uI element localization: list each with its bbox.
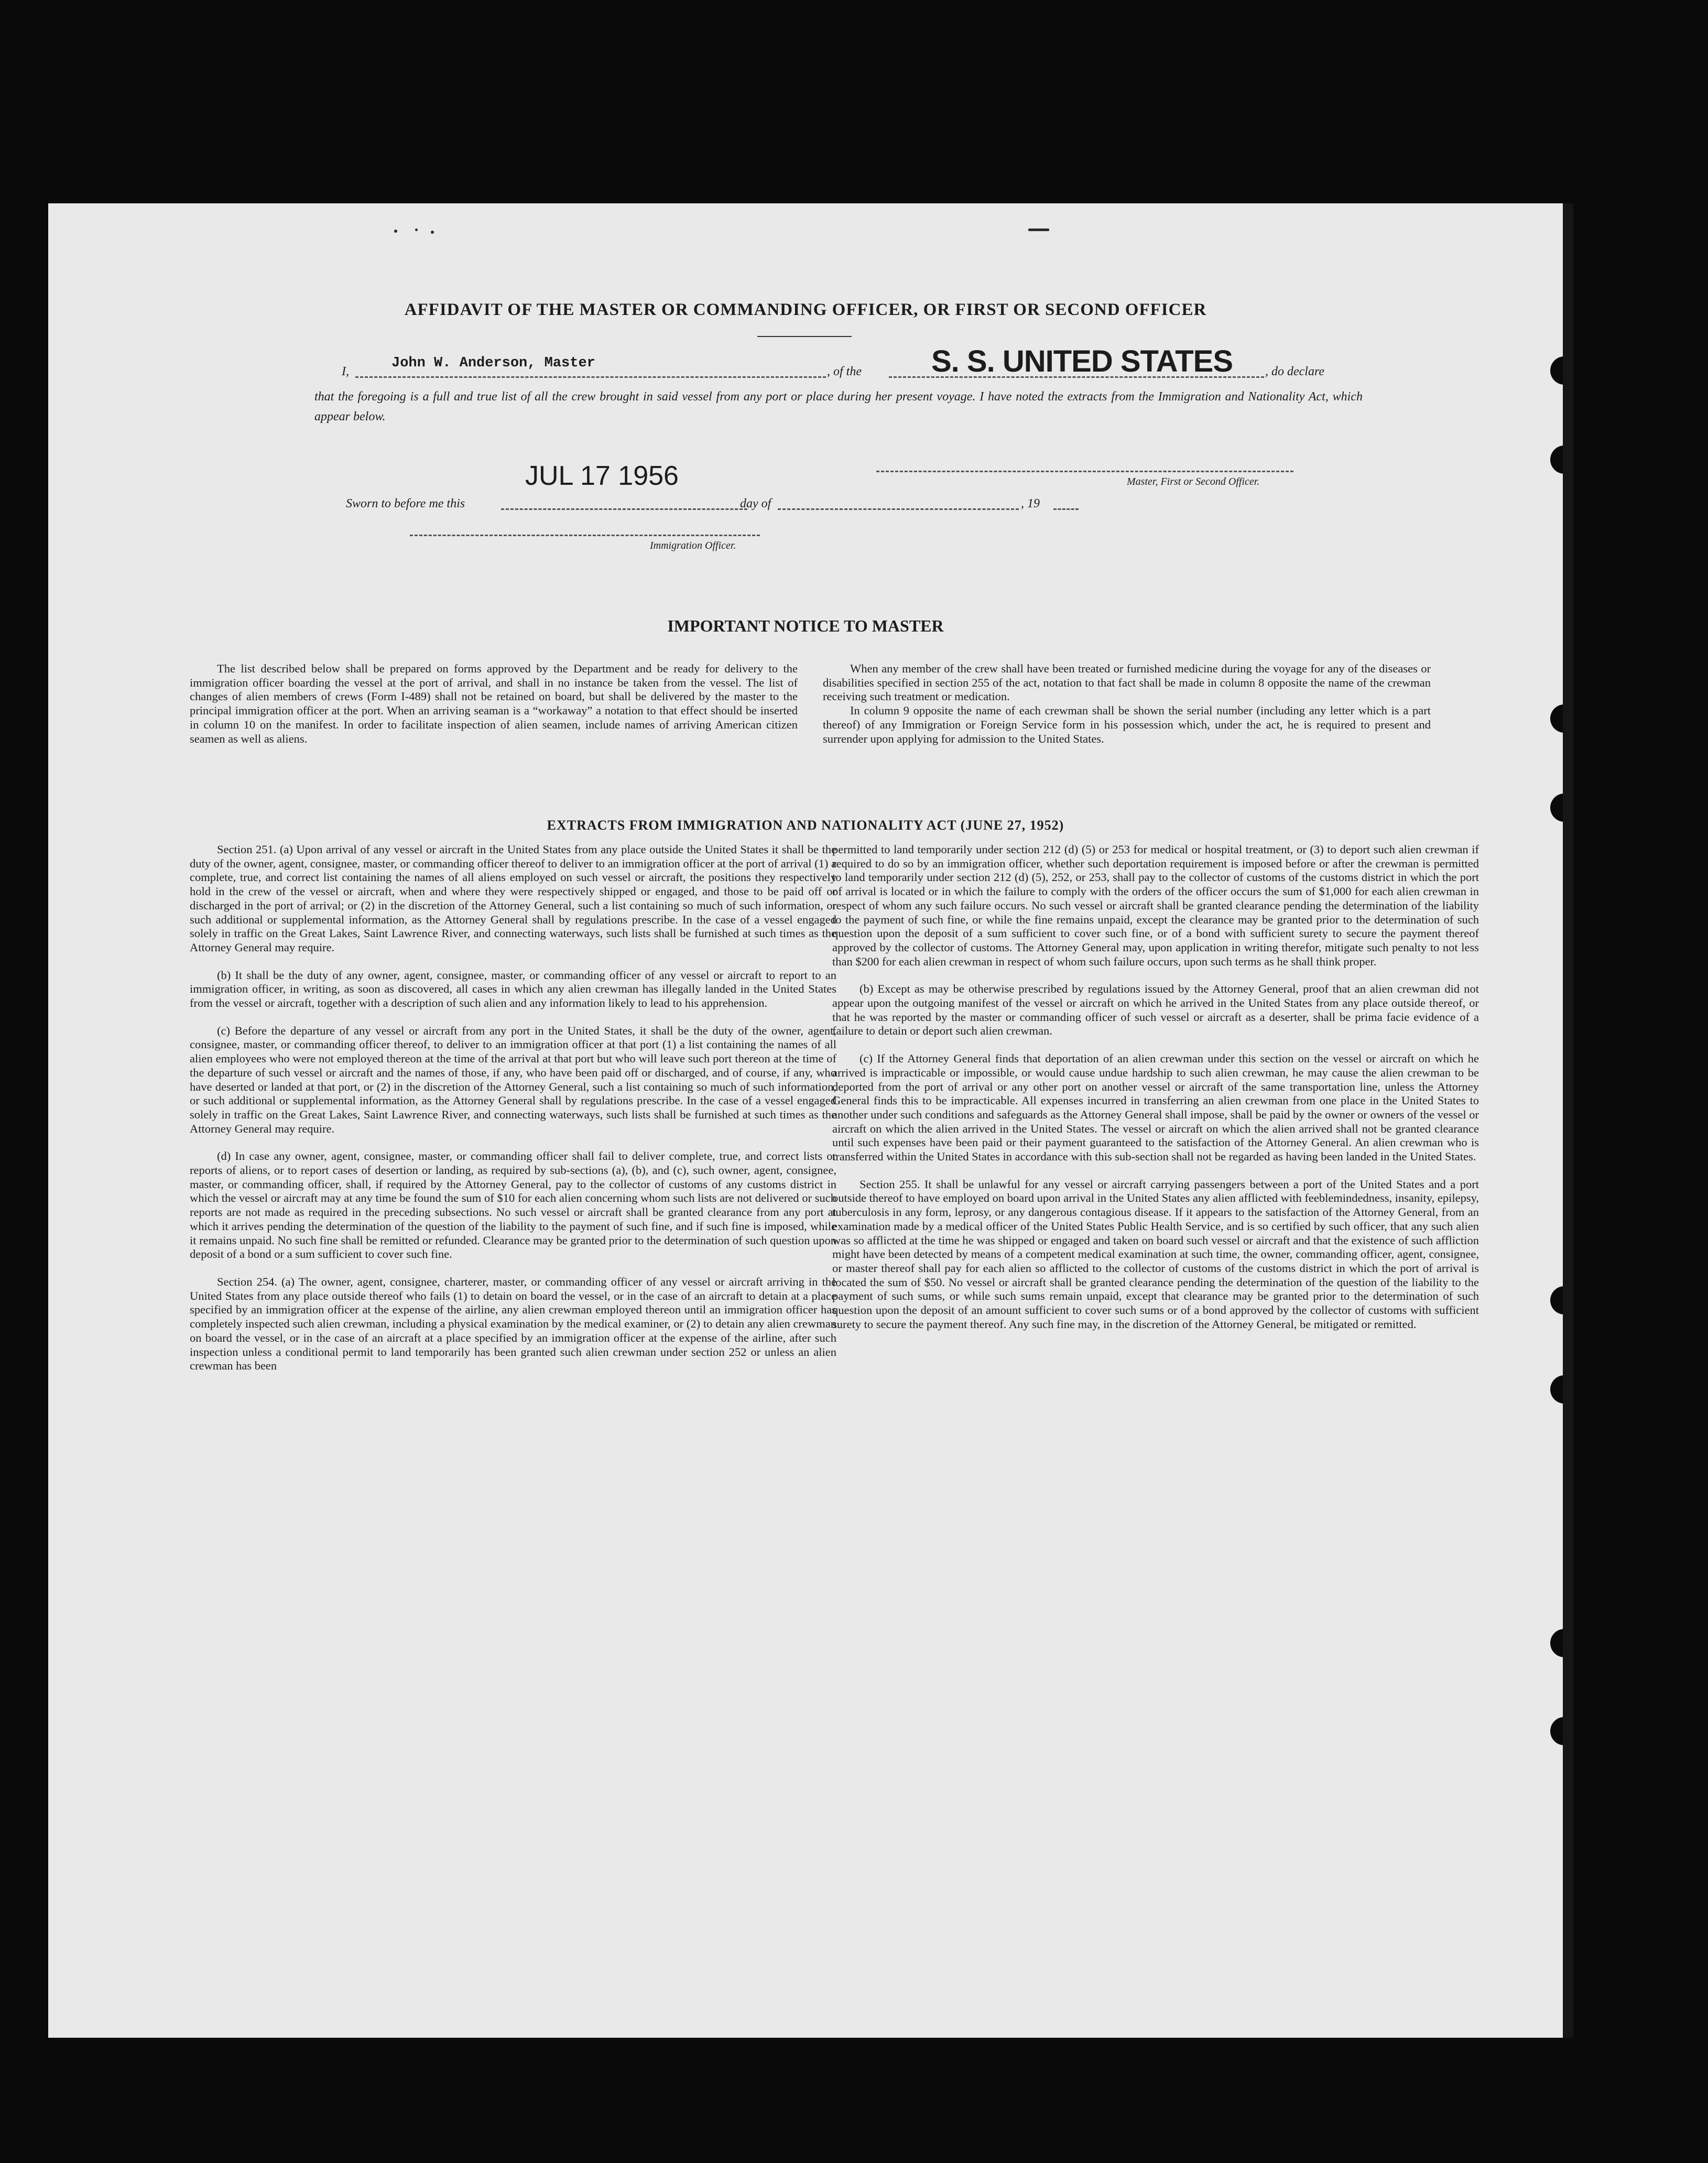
year-label: , 19 bbox=[1021, 497, 1040, 510]
sworn-year-line bbox=[1053, 508, 1079, 510]
extracts-heading: EXTRACTS FROM IMMIGRATION AND NATIONALITY ACT (JUNE 27, 1952) bbox=[547, 818, 1064, 833]
extracts-right-column bbox=[832, 843, 1479, 1332]
extract-paragraph: (c) If the Attorney General finds that deportation of an alien crewman under this section on the vessel or aircraft on which he arrived is impracticable or impossible, or would cause undue hardship to such alien crewman, he may cause the alien crewman to be deported from the port of arrival or any other port on another vessel or aircraft of the same transportation line, unless the Attorney General finds this to be impracticable. All expenses incurred in transferring an alien crewman from one place in the United States to another under such conditions and safeguards as the Attorney General shall impose, shall be paid by the owner or owners of the vessel or aircraft on which the alien arrived in the United States. The vessel or aircraft on which the alien arrived shall not be granted clearance until such expenses have been paid or their payment guaranteed to the satisfaction of the Attorney General. An alien crewman who is transferred within the United States in accordance with this sub-section shall not be regarded as having been landed in the United States. bbox=[832, 1052, 1479, 1164]
extract-paragraph: Section 251. (a) Upon arrival of any vessel or aircraft in the United States from any place outside the United States it shall be the duty of the owner, agent, consignee, master, or commanding officer thereof to deliver to an immigration officer at the port of arrival (1) a complete, true, and correct list containing the names of all aliens employed on such vessel or aircraft, the positions they respectively hold in the crew of the vessel or aircraft, when and where they were respectively shipped or engaged, and those to be paid off or discharged in the port of arrival; or (2) in the discretion of the Attorney General, such a list containing so much of such information, or such additional or supplemental information, as the Attorney General shall by regulations prescribe. In the case of a vessel engaged solely in traffic on the Great Lakes, Saint Lawrence River, and connecting waterways, such lists shall be furnished at such times as the Attorney General may require. bbox=[190, 843, 836, 954]
date-stamp: JUL 17 1956 bbox=[525, 461, 679, 491]
immigration-officer-line bbox=[410, 535, 760, 536]
do-declare-label: , do declare bbox=[1265, 365, 1325, 378]
notice-right-paragraph: When any member of the crew shall have been treated or furnished medicine during the voyage for any of the diseases or disabilities specified in section 255 of the act, notation to that fact shall be made in column 8 opposite the name of the crewman receiving such treatment or medication. bbox=[823, 662, 1431, 703]
sworn-month-line bbox=[778, 508, 1019, 510]
master-name-line bbox=[355, 376, 826, 378]
speck bbox=[415, 229, 418, 231]
sworn-label: Sworn to before me this bbox=[346, 497, 465, 510]
title-rule bbox=[757, 336, 852, 337]
vessel-name: S. S. UNITED STATES bbox=[931, 344, 1233, 378]
extract-paragraph: (d) In case any owner, agent, consignee, master, or commanding officer shall fail to deliver complete, true, and correct lists or reports of aliens, or to report cases of desertion or landing, as required by sub-sections (a), (b), and (c), such owner, agent, consignee, master, or commanding officer, shall, if required by the Attorney General, pay to the collector of customs of any customs district in which the vessel or aircraft may at any time be found the sum of $10 for each alien concerning whom such lists are not delivered or such reports are not made as required in the preceding subsections. No such vessel or aircraft shall be granted clearance from any port at which it arrives pending the determination of the question of the liability to the payment of such fine, and if such fine is imposed, while it remains unpaid. No such fine shall be remitted or refunded. Clearance may be granted prior to the determination of such question upon deposit of a bond or a sum sufficient to cover such fine. bbox=[190, 1149, 836, 1261]
notice-right-paragraph: In column 9 opposite the name of each crewman shall be shown the serial number (including any letter which is a part thereof) of any Immigration or Foreign Service form in his possession which, under the act, he is required to present and surrender upon applying for admission to the United States. bbox=[823, 704, 1431, 745]
extracts-left-column bbox=[190, 843, 836, 1373]
master-name: John W. Anderson, Master bbox=[391, 355, 595, 371]
extract-paragraph: Section 255. It shall be unlawful for any vessel or aircraft carrying passengers between a port of the United States and a port outside thereof to have employed on board upon arrival in the United States any alien afflicted with feeblemindedness, insanity, epilepsy, tuberculosis in any form, leprosy, or any dangerous contagious disease. If it appears to the satisfaction of the Attorney General, from an examination made by a medical officer of the United States Public Health Service, and is so certified by such officer, that any such alien was so afflicted at the time he was shipped or engaged and taken on board such vessel or aircraft and that the existence of such affliction might have been detected by means of a competent medical examination at such time, the owner, commanding officer, agent, consignee, or master thereof shall pay for each alien so afflicted to the collector of customs of the customs district in which the port of arrival is located the sum of $50. No vessel or aircraft shall be granted clearance pending the determination of the question of the liability to the payment of such sums, or while such sums remain unpaid, except that clearance may be granted prior to the determination of such question upon the deposit of an amount sufficient to cover such sums or of a bond approved by the collector of customs with sufficient surety to secure the payment thereof. Any such fine may, in the discretion of the Attorney General, be mitigated or remitted. bbox=[832, 1177, 1479, 1331]
notice-right-column bbox=[823, 662, 1431, 746]
extract-paragraph: (b) Except as may be otherwise prescribed by regulations issued by the Attorney General, proof that an alien crewman did not appear upon the outgoing manifest of the vessel or aircraft on which he arrived in the United States from any place outside thereof, or that he was reported by the master or commanding officer of such vessel or aircraft as a deserter, shall be prima facie evidence of a failure to detain or deport such alien crewman. bbox=[832, 982, 1479, 1038]
extract-paragraph: permitted to land temporarily under section 212 (d) (5) or 253 for medical or hospital treatment, or (3) to deport such alien crewman if required to do so by an immigration officer, whether such deportation requirement is imposed before or after the crewman is permitted to land temporarily under section 212 (d) (5), 252, or 253, shall pay to the collector of customs of the customs district in which the port of arrival is located or in which the failure to comply with the orders of the officer occurs the sum of $1,000 for each alien crewman in respect of whom any such failure occurs. No such vessel or aircraft shall be granted clearance pending the determination of the liability to the payment of such fine, or while the fine remains unpaid, except the clearance may be granted prior to the determination of such question upon the deposit of a sum sufficient to cover such fine, or of a bond with sufficient surety to secure the payment thereof approved by the collector of customs. The Attorney General may, upon application in writing therefor, mitigate such penalty to not less than $200 for each alien crewman in respect of whom such failure occurs, upon such terms as he shall think proper. bbox=[832, 843, 1479, 968]
notice-heading: IMPORTANT NOTICE TO MASTER bbox=[667, 616, 944, 635]
day-of-label: day of bbox=[740, 497, 771, 510]
extract-paragraph: (c) Before the departure of any vessel or aircraft from any port in the United States, it shall be the duty of the owner, agent, consignee, master, or commanding officer thereof, to deliver to an immigration officer at that port (1) a list containing the names of all alien employees who were not employed thereon at the time of the arrival at that port but who will leave such port thereon at the time of the departure of such vessel or aircraft and the names of those, if any, who have been paid off or discharged, and of course, if any, who have deserted or landed at that port, or (2) in the discretion of the Attorney General, such a list containing so much of such information, or such additional or supplemental information, as the Attorney General shall by regulations prescribe. In the case of a vessel engaged solely in traffic on the Great Lakes, Saint Lawrence River, and connecting waterways, such lists shall be furnished at such times as the Attorney General may require. bbox=[190, 1024, 836, 1135]
affidavit-title: AFFIDAVIT OF THE MASTER OR COMMANDING OFFICER, OR FIRST OR SECOND OFFICER bbox=[404, 300, 1207, 319]
extract-paragraph: Section 254. (a) The owner, agent, consignee, charterer, master, or commanding officer of any vessel or aircraft arriving in the United States from any place outside thereof who fails (1) to detain on board the vessel, or in the case of an aircraft to detain at a place specified by an immigration officer at the expense of the airline, any alien crewman employed thereon until an immigration officer has completely inspected such alien crewman, including a physical examination by the medical examiner, or (2) to detain any alien crewman on board the vessel, or in the case of an aircraft at a place specified by an immigration officer at the expense of the airline, after such inspection unless a conditional permit to land temporarily has been granted such alien crewman under section 252 or unless an alien crewman has been bbox=[190, 1275, 836, 1373]
sworn-day-line bbox=[501, 508, 747, 510]
document-page bbox=[48, 203, 1563, 2038]
page-edge-shadow bbox=[1563, 203, 1573, 2038]
i-label: I, bbox=[342, 365, 349, 378]
extract-paragraph: (b) It shall be the duty of any owner, agent, consignee, master, or commanding officer of any vessel or aircraft to report to an immigration officer, in writing, as soon as discovered, all cases in which any alien crewman has illegally landed in the United States from the vessel or aircraft, together with a description of such alien and any information likely to lead to his apprehension. bbox=[190, 968, 836, 1010]
of-the-label: , of the bbox=[827, 365, 862, 378]
vessel-name-line bbox=[889, 376, 1264, 378]
notice-left-paragraph: The list described below shall be prepared on forms approved by the Department and be ready for delivery to the immigration officer boarding the vessel at the port of arrival, and shall in no instance be taken from the vessel. The list of changes of alien members of crews (Form I-489) shall not be retained on board, but shall be delivered by the master to the principal immigration officer at the port. When an arriving seaman is a “workaway” a notation to that effect should be inserted in column 10 on the manifest. In order to facilitate inspection of alien seamen, include names of arriving American citizen seamen as well as aliens. bbox=[190, 662, 798, 745]
master-signature-caption: Master, First or Second Officer. bbox=[1127, 476, 1260, 487]
affidavit-statement: that the foregoing is a full and true list of all the crew brought in said vessel from any port or place during her present voyage. I have noted the extracts from the Immigration and Nationality Act, which appear below. bbox=[314, 390, 1363, 423]
immigration-officer-caption: Immigration Officer. bbox=[650, 540, 736, 551]
notice-left-column bbox=[190, 662, 798, 746]
speck bbox=[431, 231, 434, 234]
speck bbox=[394, 230, 397, 233]
master-signature-line bbox=[876, 471, 1293, 472]
speck bbox=[1028, 229, 1049, 231]
